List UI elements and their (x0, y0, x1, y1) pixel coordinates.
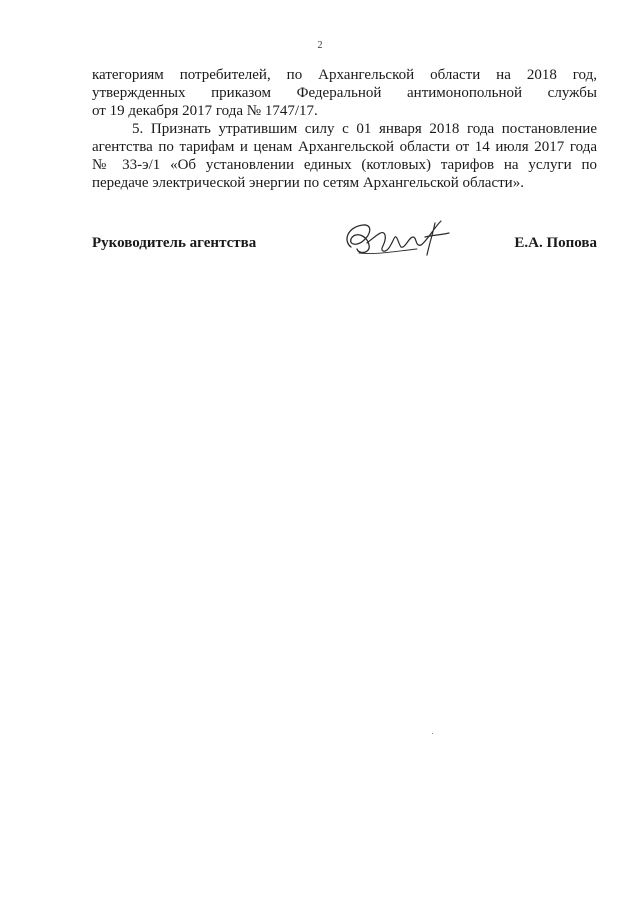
text-line: категориям потребителей, по Архангельской области на 2018 год, (92, 67, 597, 83)
signature-block (92, 215, 597, 275)
text-line: передаче электрической энергии по сетям Архангельской области». (92, 175, 524, 191)
scan-speck (432, 733, 433, 734)
text-line: утвержденных приказом Федеральной антимонопольной службы (92, 85, 597, 101)
handwritten-signature (337, 215, 457, 265)
paragraph-continuation (92, 66, 597, 120)
paragraph-5 (92, 120, 597, 192)
signer-title: Руководитель агентства (92, 235, 257, 251)
page-number: 2 (317, 40, 323, 51)
signer-name: Е.А. Попова (514, 235, 597, 251)
text-line: от 19 декабря 2017 года № 1747/17. (92, 103, 318, 119)
text-line: 5. Признать утратившим силу с 01 января 2018 года постановление (132, 121, 597, 137)
text-line: № 33-э/1 «Об установлении единых (котловых) тарифов на услуги по (92, 157, 597, 173)
text-line: агентства по тарифам и ценам Архангельской области от 14 июля 2017 года (92, 139, 597, 155)
